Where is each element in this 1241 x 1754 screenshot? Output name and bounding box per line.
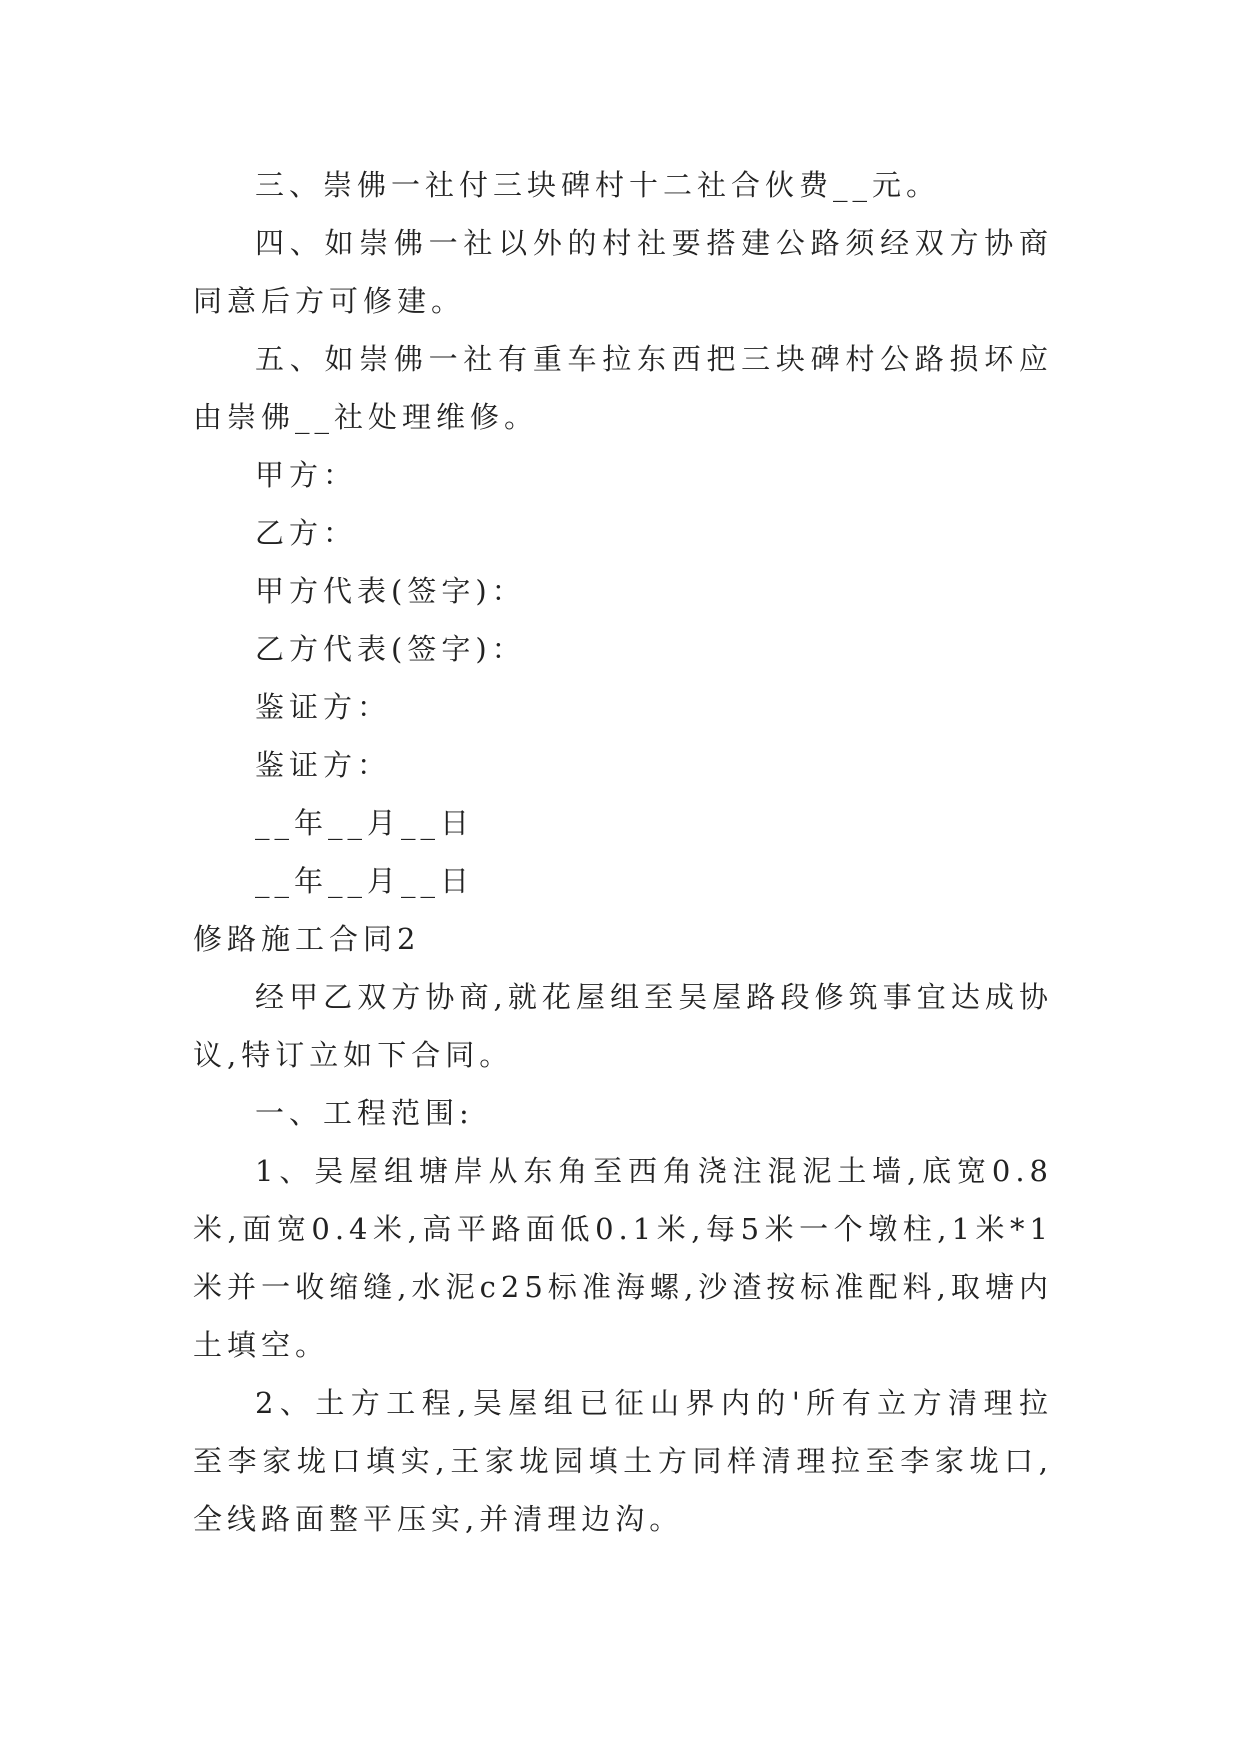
date-line-2: __年__月__日 xyxy=(255,864,475,898)
paragraph-clause-4: 四、如崇佛一社以外的村社要搭建公路须经双方协商同意后方可修建。 xyxy=(193,226,1053,318)
party-b-line: 乙方： xyxy=(255,516,358,550)
paragraph-scope-item-2: 2、土方工程,吴屋组已征山界内的'所有立方清理拉至李家垅口填实,王家垅园填土方同样清理拉至李家垅口,全线路面整平压实,并清理边沟。 xyxy=(193,1386,1053,1536)
section-title: 修路施工合同2 xyxy=(193,922,421,956)
paragraph-scope-heading: 一、工程范围: xyxy=(255,1096,474,1130)
paragraph-scope-item-1: 1、吴屋组塘岸从东角至西角浇注混泥土墙,底宽0.8米,面宽0.4米,高平路面低0.1米,每5米一个墩柱,1米*1米并一收缩缝,水泥c25标准海螺,沙渣按标准配料,取塘内土填空。 xyxy=(193,1154,1053,1362)
paragraph-clause-5: 五、如崇佛一社有重车拉东西把三块碑村公路损坏应由崇佛__社处理维修。 xyxy=(193,342,1053,434)
party-a-line: 甲方： xyxy=(255,458,358,492)
paragraph-clause-3: 三、崇佛一社付三块碑村十二社合伙费__元。 xyxy=(255,168,941,202)
paragraph-intro: 经甲乙双方协商,就花屋组至吴屋路段修筑事宜达成协议,特订立如下合同。 xyxy=(193,980,1053,1072)
party-a-representative-line: 甲方代表(签字)： xyxy=(255,574,526,608)
party-b-representative-line: 乙方代表(签字)： xyxy=(255,632,526,666)
witness-line-1: 鉴证方： xyxy=(255,690,392,724)
witness-line-2: 鉴证方： xyxy=(255,748,392,782)
document-body xyxy=(193,156,1053,1548)
date-line-1: __年__月__日 xyxy=(255,806,475,840)
